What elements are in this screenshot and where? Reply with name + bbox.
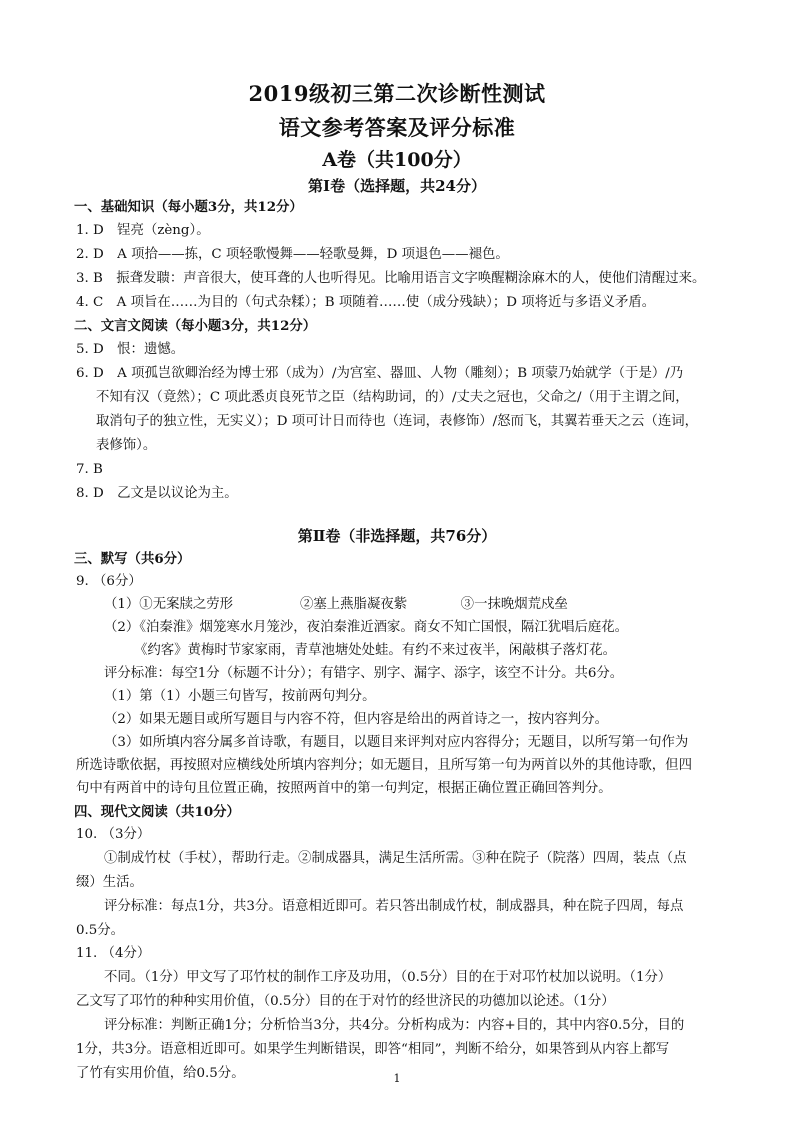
answer-line: 7. B — [76, 462, 103, 477]
section-heading-basics: 一、基础知识（每小题3分，共12分） — [74, 199, 303, 215]
answer-line: 取消句子的独立性，无实义）；D 项可计日而待也（连词，表修饰）/怒而飞，其翼若垂天之云（连词， — [96, 414, 698, 429]
scoring-line: （3）如所填内容分属多首诗歌，有题目，以题目来评判对应内容得分；无题目，以所写第一句作为 — [104, 735, 689, 750]
answer-line: （2）《泊秦淮》烟笼寒水月笼沙，夜泊秦淮近酒家。商女不知亡国恨，隔江犹唱后庭花。 — [104, 620, 629, 635]
answer-line: 2. D A 项拾——拣，C 项轻歌慢舞——轻歌曼舞，D 项退色——褪色。 — [76, 247, 509, 262]
answer-line: 《约客》黄梅时节家家雨，青草池塘处处蛙。有约不来过夜半，闲敲棋子落灯花。 — [134, 643, 617, 658]
answer-line: 乙文写了邛竹的种种实用价值，（0.5分）目的在于对竹的经世济民的功德加以论述。（1分） — [76, 994, 615, 1009]
answer-line: 缀）生活。 — [76, 875, 143, 890]
answer-line: 6. D A 项孤岂欲卿治经为博士邪（成为）/为宫室、器皿、人物（雕刻）；B 项蒙乃始就学（于是）/乃 — [76, 366, 684, 381]
answer-line: 4. C A 项旨在……为目的（句式杂糅）；B 项随着……使（成分残缺）；D 项将近与多语义矛盾。 — [76, 295, 656, 310]
answer-line: 9. （6分） — [76, 574, 142, 589]
section-heading-classical: 二、文言文阅读（每小题3分，共12分） — [74, 318, 317, 334]
answer-line: 11. （4分） — [76, 946, 151, 961]
answer-line: 3. B 振聋发聩：声音很大，使耳聋的人也听得见。比喻用语言文字唤醒糊涂麻木的人，使他们清醒过来。 — [76, 271, 706, 286]
part-one-title: 第Ⅰ卷（选择题，共24分） — [308, 177, 486, 195]
scoring-line: 1分，共3分。语意相近即可。如果学生判断错误，即答“相同”，判断不给分，如果答到从内容上都写 — [76, 1042, 670, 1057]
part-two-title: 第Ⅱ卷（非选择题，共76分） — [297, 527, 497, 545]
scoring-line: （2）如果无题目或所写题目与内容不符，但内容是给出的两首诗之一，按内容判分。 — [104, 712, 608, 727]
volume-a-title: A卷（共100分） — [322, 149, 472, 171]
exam-title: 2019级初三第二次诊断性测试 — [248, 81, 546, 106]
scoring-line: 所选诗歌依据，再按照对应横线处所填内容判分；如无题目，且所写第一句为两首以外的其他诗歌，但四 — [76, 758, 692, 773]
answer-line: 10. （3分） — [76, 827, 151, 842]
answer-line: （1）①无案牍之劳形 ②塞上燕脂凝夜紫 ③一抹晚烟荒戍垒 — [104, 597, 568, 612]
answer-line: 1. D 锃亮（zèng）。 — [76, 223, 210, 238]
answer-line: 不知有汉（竟然）；C 项此悉贞良死节之臣（结构助词，的）/丈夫之冠也，父命之/（用于主谓之间， — [96, 390, 689, 405]
answer-key-title: 语文参考答案及评分标准 — [278, 115, 516, 140]
answer-line: 不同。（1分）甲文写了邛竹杖的制作工序及功用，（0.5分）目的在于对邛竹杖加以说明。（1分） — [104, 970, 672, 985]
scoring-line: 评分标准：判断正确1分；分析恰当3分，共4分。分析构成为：内容+目的，其中内容0.5分，目的 — [104, 1018, 685, 1033]
scoring-line: 0.5分。 — [76, 923, 125, 938]
page-number: 1 — [393, 1072, 401, 1085]
scoring-line: 句中有两首中的诗句且位置正确，按照两首中的第一句判定，根据正确位置正确回答判分。 — [76, 781, 612, 796]
scoring-line: （1）第（1）小题三句皆写，按前两句判分。 — [104, 689, 376, 704]
answer-line: 5. D 恨：遗憾。 — [76, 342, 185, 357]
scoring-line: 评分标准：每点1分，共3分。语意相近即可。若只答出制成竹杖，制成器具，种在院子四周，每点 — [104, 899, 684, 914]
scoring-line: 了竹有实用价值，给0.5分。 — [76, 1066, 245, 1081]
answer-line: 表修饰）。 — [96, 438, 157, 453]
answer-line: ①制成竹杖（手杖），帮助行走。②制成器具，满足生活所需。③种在院子（院落）四周，装点（点 — [104, 851, 687, 866]
section-heading-dictation: 三、默写（共6分） — [74, 551, 191, 567]
section-heading-modern: 四、现代文阅读（共10分） — [74, 804, 240, 820]
answer-line: 8. D 乙文是以议论为主。 — [76, 486, 238, 501]
scoring-line: 评分标准：每空1分（标题不计分）；有错字、别字、漏字、添字，该空不计分。共6分。 — [104, 666, 624, 681]
